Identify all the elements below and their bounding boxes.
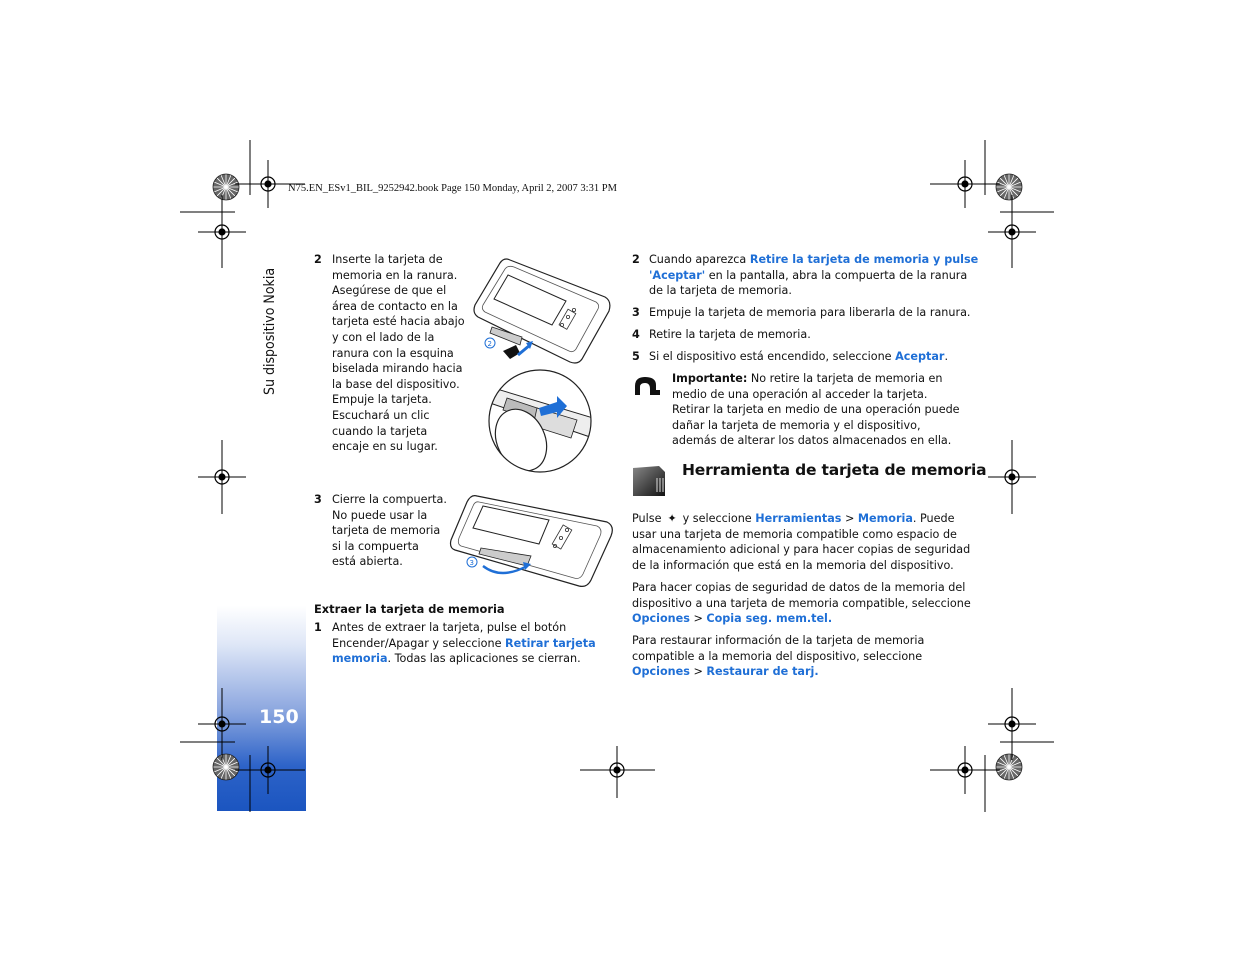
text-line: Retirar la tarjeta en medio de una operación puede [672, 403, 960, 417]
section-heading: Herramienta de tarjeta de memoria [682, 461, 987, 479]
step-text: Empuje la tarjeta de memoria para liberarla de la ranura. [649, 306, 971, 319]
step-number: 3 [314, 493, 322, 506]
text-line: biselada mirando hacia [332, 362, 463, 376]
chapter-title: Su dispositivo Nokia [262, 267, 278, 395]
step-number: 3 [632, 306, 640, 319]
text-line: además de alterar los datos almacenados en ella. [672, 434, 952, 448]
step-text [332, 492, 447, 570]
phone-insert-card-illustration [470, 255, 615, 367]
text-line: tarjeta de memoria [332, 524, 441, 538]
step-text: Si el dispositivo está encendido, seleccione Aceptar. [649, 350, 948, 363]
menu-separator: > [689, 665, 707, 679]
starburst-mark-icon [996, 754, 1022, 780]
text-line: encaje en su lugar. [332, 440, 438, 454]
step-number: 2 [314, 253, 322, 266]
text-line: Para hacer copias de seguridad de datos de la memoria del [632, 581, 966, 594]
text-line: medio de una operación al acceder la tarjeta. [672, 387, 928, 401]
text-line: Asegúrese de que el [332, 284, 447, 298]
menu-link[interactable]: Herramientas [755, 512, 842, 525]
paragraph [632, 633, 924, 680]
step-text: Retire la tarjeta de memoria. [649, 328, 811, 341]
text-line: almacenamiento adicional y para hacer copias de seguridad [632, 543, 971, 557]
menu-link[interactable]: Opciones [632, 612, 690, 626]
card-slot-closeup-illustration [487, 368, 593, 474]
menu-link[interactable]: Copia seg. mem.tel. [706, 612, 833, 626]
step-text: Antes de extraer la tarjeta, pulse el botón Encender/Apagar y seleccione Retirar tarjeta memoria. Todas las aplicaciones se cierran. [332, 621, 596, 666]
menu-path [632, 664, 924, 680]
starburst-mark-icon [996, 174, 1022, 200]
starburst-mark-icon [213, 174, 239, 200]
important-hand-icon [632, 374, 662, 398]
text-line: No puede usar la [332, 508, 428, 522]
text-line: memoria en la ranura. [332, 268, 458, 282]
paragraph [632, 580, 971, 627]
menu-link[interactable]: Retire la tarjeta de memoria y pulse [749, 253, 979, 266]
callout-number: 2 [487, 340, 492, 348]
starburst-mark-icon [213, 754, 239, 780]
menu-link[interactable]: Opciones [632, 665, 690, 679]
memory-card-tool-icon [631, 464, 669, 498]
important-note: Importante: No retire la tarjeta de memoria en medio de una operación al acceder la tarjeta. Retirar la tarjeta en medio de una operación puede dañar la tarjeta de memoria y el dispositivo, además de alterar los datos almacenados en ella. [672, 372, 960, 448]
text-line: compatible a la memoria del dispositivo, seleccione [632, 649, 923, 663]
menu-link[interactable]: Memoria [857, 512, 913, 525]
step-number: 1 [314, 621, 322, 634]
menu-key-icon: ✦ [667, 512, 677, 525]
text-line: Escuchará un clic [332, 408, 430, 422]
text-line: y con el lado de la [332, 330, 435, 344]
text-line: la base del dispositivo. [332, 377, 460, 391]
subsection-heading: Extraer la tarjeta de memoria [314, 602, 505, 616]
step-text: Cuando aparezca Retire la tarjeta de memoria y pulse 'Aceptar' en la pantalla, abra la compuerta de la ranura de la tarjeta de memoria. [649, 253, 979, 298]
text-line: tarjeta esté hacia abajo [332, 315, 465, 329]
text-line: cuando la tarjeta [332, 424, 428, 438]
text-line: Para restaurar información de la tarjeta de memoria [632, 634, 925, 647]
step-number: 5 [632, 350, 640, 363]
step-number: 2 [632, 253, 640, 266]
menu-path [632, 611, 971, 627]
text-line: dañar la tarjeta de memoria y el dispositivo, [672, 418, 921, 432]
text-line: Empuje la tarjeta. [332, 393, 432, 407]
page-number: 150 [259, 706, 299, 728]
menu-separator: > [689, 612, 707, 626]
text-line: usar una tarjeta de memoria compatible como espacio de [632, 527, 957, 541]
menu-link[interactable]: memoria [332, 652, 388, 666]
menu-link[interactable]: 'Aceptar' [649, 268, 706, 282]
text-line: Inserte la tarjeta de [332, 253, 443, 266]
menu-link[interactable]: Retirar tarjeta [505, 636, 596, 650]
text-line: área de contacto en la [332, 299, 458, 313]
print-file-header: N75.EN_ESv1_BIL_9252942.book Page 150 Monday, April 2, 2007 3:31 PM [288, 183, 617, 194]
callout-number: 3 [469, 559, 474, 567]
text-line: de la información que está en la memoria del dispositivo. [632, 558, 954, 572]
menu-link[interactable]: Restaurar de tarj. [706, 665, 819, 679]
step-number: 4 [632, 328, 640, 341]
text-line: si la compuerta [332, 539, 419, 553]
text-line: está abierta. [332, 555, 403, 569]
phone-close-cover-illustration [447, 492, 617, 592]
menu-link[interactable]: Aceptar [895, 350, 945, 363]
text-line: Cierre la compuerta. [332, 493, 447, 506]
paragraph: Pulse ✦ y seleccione Herramientas > Memoria. Puede usar una tarjeta de memoria compatible como espacio de almacenamiento adicional y para hacer copias de seguridad de la información que está en la memoria del dispositivo. [632, 512, 971, 572]
text-line: ranura con la esquina [332, 346, 454, 360]
text-line: dispositivo a una tarjeta de memoria compatible, seleccione [632, 596, 971, 610]
step-text [332, 252, 465, 455]
